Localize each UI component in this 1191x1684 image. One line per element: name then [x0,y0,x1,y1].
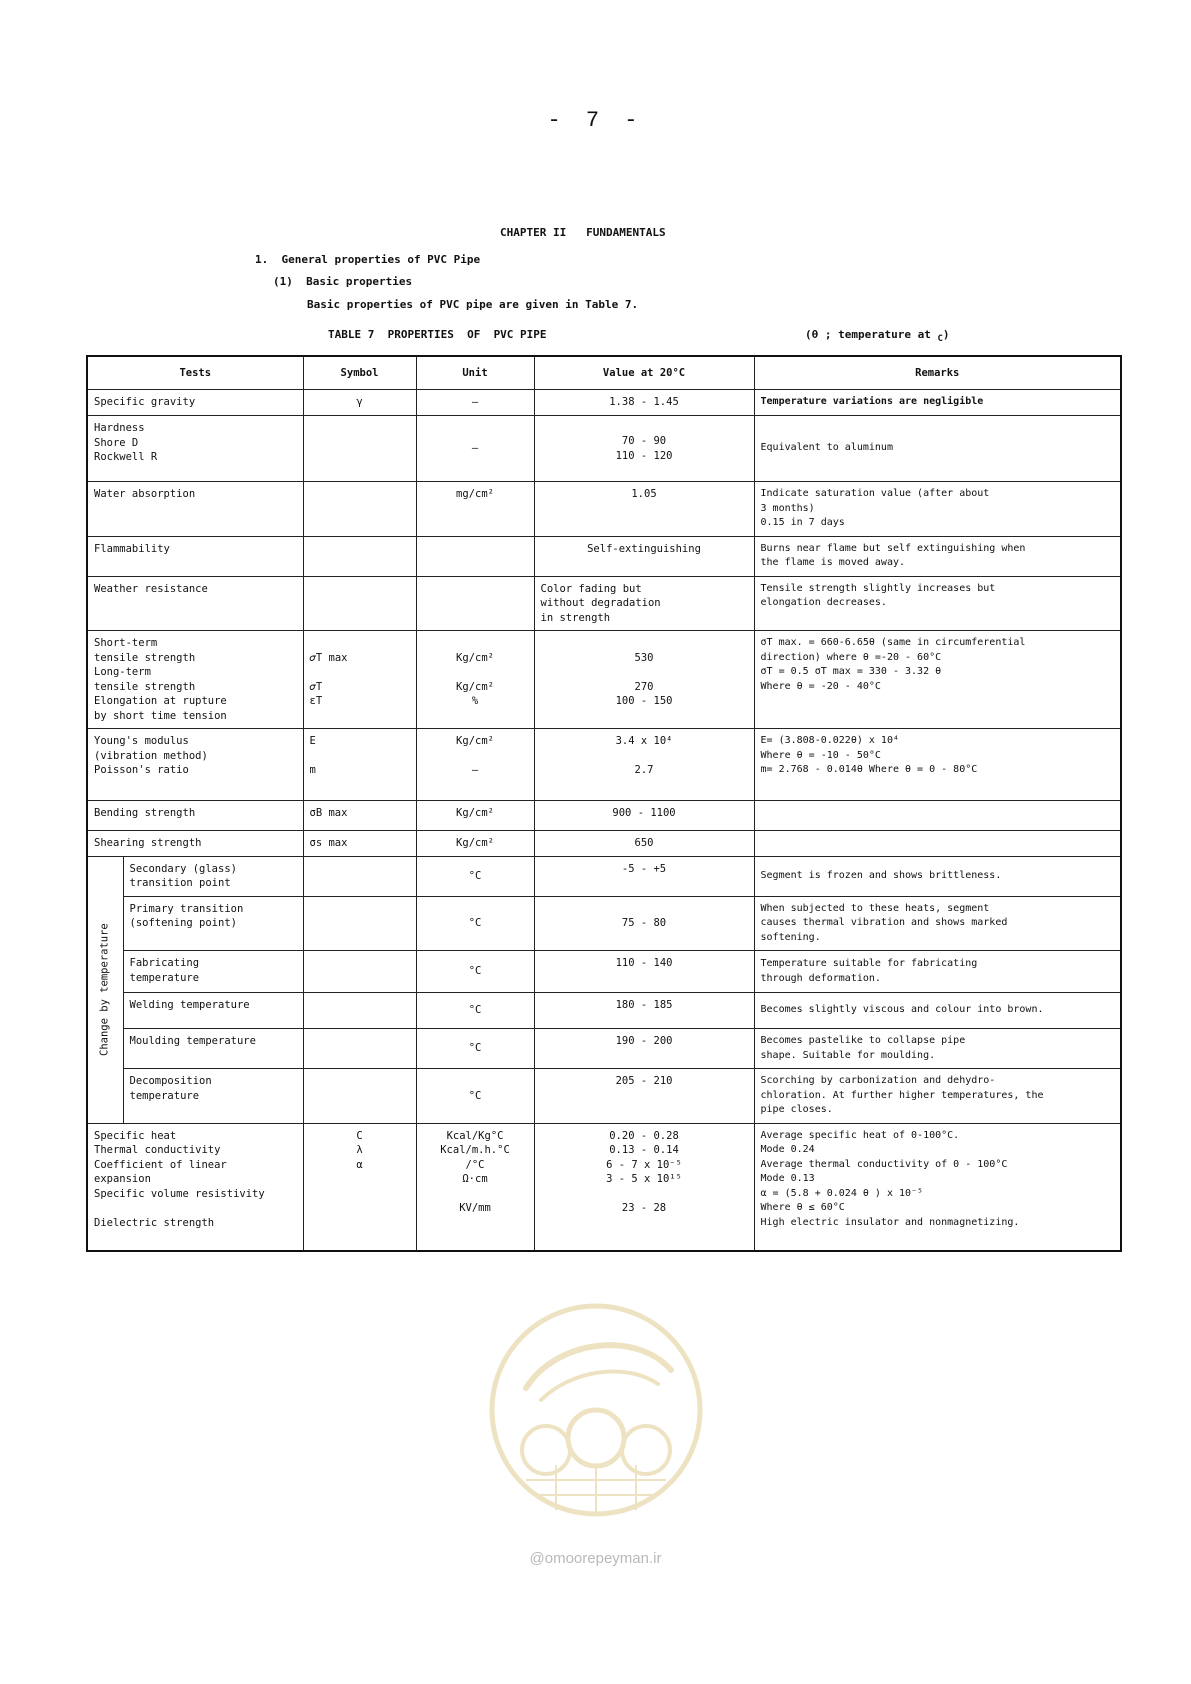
cell-unit: — [416,390,534,416]
intro-text: Basic properties of PVC pipe are given in Table 7. [307,298,639,311]
cell-symbol [303,896,416,951]
cell-symbol [303,951,416,993]
cell-unit: Kg/cm² — [416,729,534,801]
table-row [87,1069,1121,1124]
table-row [87,896,1121,951]
watermark-text: @omoorepeyman.ir [529,1550,662,1567]
cell-value: 75 - 80 [534,896,754,951]
group-label-temperature: Change by temperature [87,856,123,1123]
cell-value: 180 - 185 [534,993,754,1029]
cell-symbol: 𝜎T max 𝜎T εT [303,631,416,729]
col-header-tests: Tests [87,356,303,390]
cell-value: 0.20 - 0.28 0.13 - 0.14 6 - 7 x 10⁻⁵ 3 - 5 x 10¹⁵ 23 - 28 [534,1123,754,1251]
table-header-row [87,356,1121,390]
table-row [87,416,1121,482]
cell-test: Secondary (glass) transition point [123,856,303,896]
cell-remarks: When subjected to these heats, segment causes thermal vibration and shows marked softening. [754,896,1121,951]
cell-value: -5 - +5 [534,856,754,896]
cell-symbol [303,576,416,631]
cell-test: Shearing strength [87,831,303,857]
cell-test: Fabricating temperature [123,951,303,993]
cell-test: Welding temperature [123,993,303,1029]
table-note [805,328,950,344]
table-row [87,536,1121,576]
table-row [87,831,1121,857]
table-row [87,576,1121,631]
cell-remarks: Average specific heat of 0-100°C. Mode 0.24 Average thermal conductivity of 0 - 100°C Mode 0.13 α = (5.8 + 0.024 θ ) x 10⁻⁵ Where θ ≤ 60°C High electric insulator and nonmagnetizing. [754,1123,1121,1251]
subsection-heading: (1) Basic properties [273,275,413,288]
table-title: TABLE 7 PROPERTIES OF PVC PIPE [328,328,547,341]
cell-value: 530 270 100 - 150 [534,631,754,729]
cell-unit: °C [416,951,534,993]
cell-remarks: σT max. = 660-6.65θ (same in circumferential direction) where θ =-20 - 60°C σT = 0.5 σT max = 330 - 3.32 θ Where θ = -20 - 40°C [754,631,1121,729]
cell-test: Water absorption [87,482,303,537]
table-row [87,1123,1121,1251]
cell-remarks: Becomes slightly viscous and colour into brown. [754,993,1121,1029]
col-header-remarks: Remarks [754,356,1121,390]
cell-remarks: Indicate saturation value (after about 3 months) 0.15 in 7 days [754,482,1121,537]
cell-remarks: Segment is frozen and shows brittleness. [754,856,1121,896]
cell-symbol [303,482,416,537]
cell-remarks: Temperature suitable for fabricating through deformation. [754,951,1121,993]
section-heading: 1. General properties of PVC Pipe [255,253,481,266]
chapter-heading: CHAPTER II FUNDAMENTALS [500,226,666,239]
table-note-text: (θ ; temperature at [805,328,938,341]
table-row [87,631,1121,729]
table-row [87,1029,1121,1069]
col-header-unit: Unit [416,356,534,390]
cell-test: Decomposition temperature [123,1069,303,1124]
cell-value: 110 - 140 [534,951,754,993]
cell-value: 1.05 [534,482,754,537]
table-row [87,951,1121,993]
cell-test: Moulding temperature [123,1029,303,1069]
cell-unit: Kg/cm² [416,831,534,857]
cell-value: 900 - 1100 [534,801,754,831]
cell-symbol: γ [303,390,416,416]
cell-symbol: σB max [303,801,416,831]
table-note-close: ) [942,328,950,341]
cell-remarks: Becomes pastelike to collapse pipe shape. Suitable for moulding. [754,1029,1121,1069]
cell-remarks: E= (3.808-0.022θ) x 10⁴ Where θ = -10 - 50°C m= 2.768 - 0.014θ Where θ = 0 - 80°C [754,729,1121,801]
watermark-logo [486,1300,706,1520]
cell-unit: °C [416,1029,534,1069]
cell-unit: °C [416,1069,534,1124]
cell-value: Self-extinguishing [534,536,754,576]
cell-unit: °C [416,856,534,896]
cell-symbol [303,1069,416,1124]
cell-value: 190 - 200 [534,1029,754,1069]
cell-value: 650 [534,831,754,857]
table-row [87,390,1121,416]
cell-unit: — [416,416,534,482]
cell-unit: Kg/cm² [416,801,534,831]
table-row [87,856,1121,896]
page-number: - 7 - [547,108,644,133]
cell-test: Specific gravity [87,390,303,416]
cell-symbol [303,536,416,576]
cell-test: Bending strength [87,801,303,831]
cell-remarks [754,831,1121,857]
cell-symbol: σs max [303,831,416,857]
cell-unit: °C [416,993,534,1029]
cell-remarks [754,801,1121,831]
cell-remarks: Scorching by carbonization and dehydro- chloration. At further higher temperatures, the pipe closes. [754,1069,1121,1124]
cell-test: Short-term tensile strength Long-term tensile strength Elongation at rupture by short time tension [87,631,303,729]
cell-value: 70 - 90 110 - 120 [534,416,754,482]
cell-test: Weather resistance [87,576,303,631]
cell-test: Flammability [87,536,303,576]
table-row [87,993,1121,1029]
cell-unit: °C [416,896,534,951]
cell-test: Young's modulus (vibration method) Poisson's ratio [87,729,303,801]
col-header-symbol: Symbol [303,356,416,390]
cell-remarks: Equivalent to aluminum [754,416,1121,482]
cell-remarks: Burns near flame but self extinguishing when the flame is moved away. [754,536,1121,576]
cell-unit [416,576,534,631]
cell-unit: mg/cm² [416,482,534,537]
cell-symbol [303,1029,416,1069]
cell-unit: Kg/cm² Kg/cm² % [416,631,534,729]
cell-symbol [303,856,416,896]
cell-symbol: E m [303,729,416,801]
table-row [87,729,1121,801]
cell-value: 1.38 - 1.45 [534,390,754,416]
cell-test: Specific heat Thermal conductivity Coefficient of linear expansion Specific volume resistivity Dielectric strength [87,1123,303,1251]
cell-unit [416,536,534,576]
cell-symbol [303,416,416,482]
cell-value: 205 - 210 [534,1069,754,1124]
table-row [87,801,1121,831]
cell-symbol: C λ α [303,1123,416,1251]
cell-unit: Kcal/Kg°C Kcal/m.h.°C /°C Ω·cm KV/mm [416,1123,534,1251]
cell-test: Hardness Shore D Rockwell R [87,416,303,482]
properties-table [86,355,1122,1252]
cell-symbol [303,993,416,1029]
table-row [87,482,1121,537]
cell-remarks: Temperature variations are negligible [754,390,1121,416]
cell-test: Primary transition (softening point) [123,896,303,951]
table-note-unit: C [937,334,943,345]
cell-value: Color fading but without degradation in strength [534,576,754,631]
col-header-value: Value at 20°C [534,356,754,390]
cell-value: 3.4 x 10⁴ 2.7 [534,729,754,801]
cell-remarks: Tensile strength slightly increases but elongation decreases. [754,576,1121,631]
